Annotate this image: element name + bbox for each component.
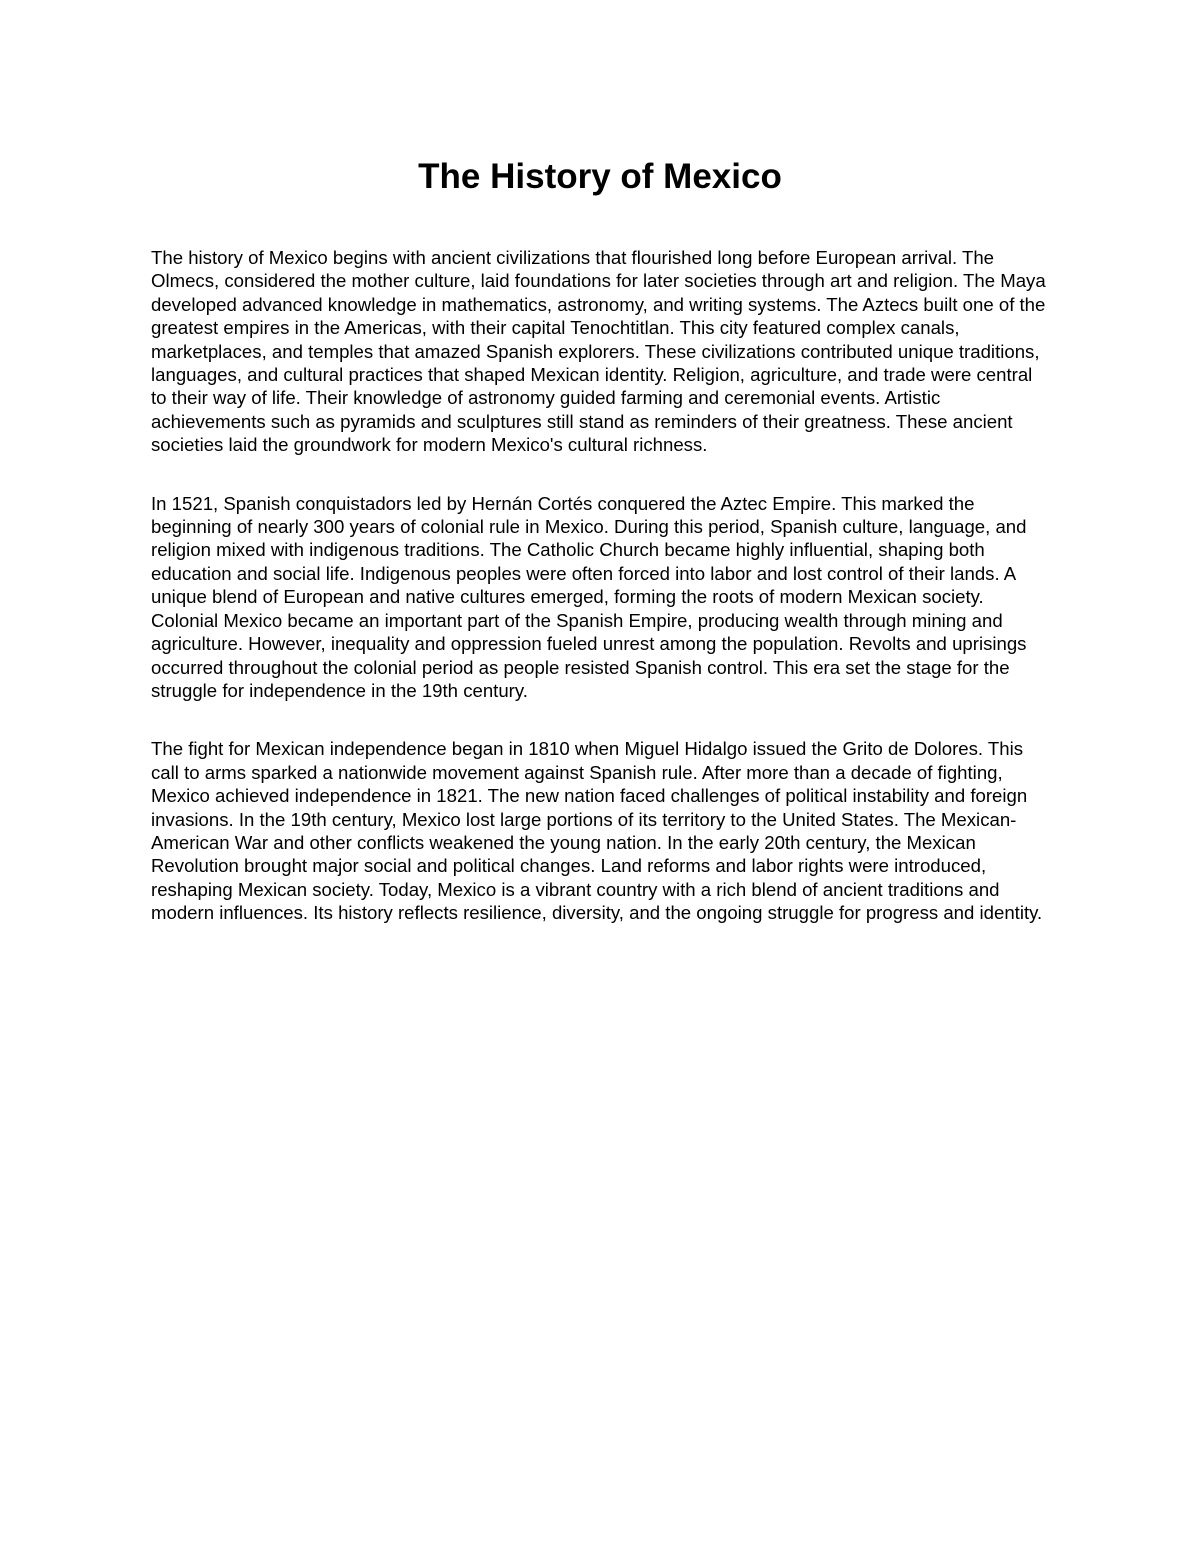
paragraph-colonial-period: In 1521, Spanish conquistadors led by Hernán Cortés conquered the Aztec Empire. This marked the beginning of nearly 300 years of colonial rule in Mexico. During this period, Spanish culture, language, and religion mixed with indigenous traditions. The Catholic Church became highly influential, shaping both education and social life. Indigenous peoples were often forced into labor and lost control of their lands. A unique blend of European and native cultures emerged, forming the roots of modern Mexican society. Colonial Mexico became an important part of the Spanish Empire, producing wealth through mining and agriculture. However, inequality and oppression fueled unrest among the population. Revolts and uprisings occurred throughout the colonial period as people resisted Spanish control. This era set the stage for the struggle for independence in the 19th century. (151, 492, 1027, 701)
document-title: The History of Mexico (418, 157, 782, 196)
paragraph-independence: The fight for Mexican independence began in 1810 when Miguel Hidalgo issued the Grito de Dolores. This call to arms sparked a nationwide movement against Spanish rule. After more than a decade of fighting, Mexico achieved independence in 1821. The new nation faced challenges of political instability and foreign invasions. In the 19th century, Mexico lost large portions of its territory to the United States. The Mexican-American War and other conflicts weakened the young nation. In the early 20th century, the Mexican Revolution brought major social and political changes. Land reforms and labor rights were introduced, reshaping Mexican society. Today, Mexico is a vibrant country with a rich blend of ancient traditions and modern influences. Its history reflects resilience, diversity, and the ongoing struggle for progress and identity. (151, 738, 1043, 924)
document-body (151, 246, 1049, 960)
paragraph-ancient-civilizations: The history of Mexico begins with ancient civilizations that flourished long before European arrival. The Olmecs, considered the mother culture, laid foundations for later societies through art and religion. The Maya developed advanced knowledge in mathematics, astronomy, and writing systems. The Aztecs built one of the greatest empires in the Americas, with their capital Tenochtitlan. This city featured complex canals, marketplaces, and temples that amazed Spanish explorers. These civilizations contributed unique traditions, languages, and cultural practices that shaped Mexican identity. Religion, agriculture, and trade were central to their way of life. Their knowledge of astronomy guided farming and ceremonial events. Artistic achievements such as pyramids and sculptures still stand as reminders of their greatness. These ancient societies laid the groundwork for modern Mexico's cultural richness. (151, 247, 1046, 456)
